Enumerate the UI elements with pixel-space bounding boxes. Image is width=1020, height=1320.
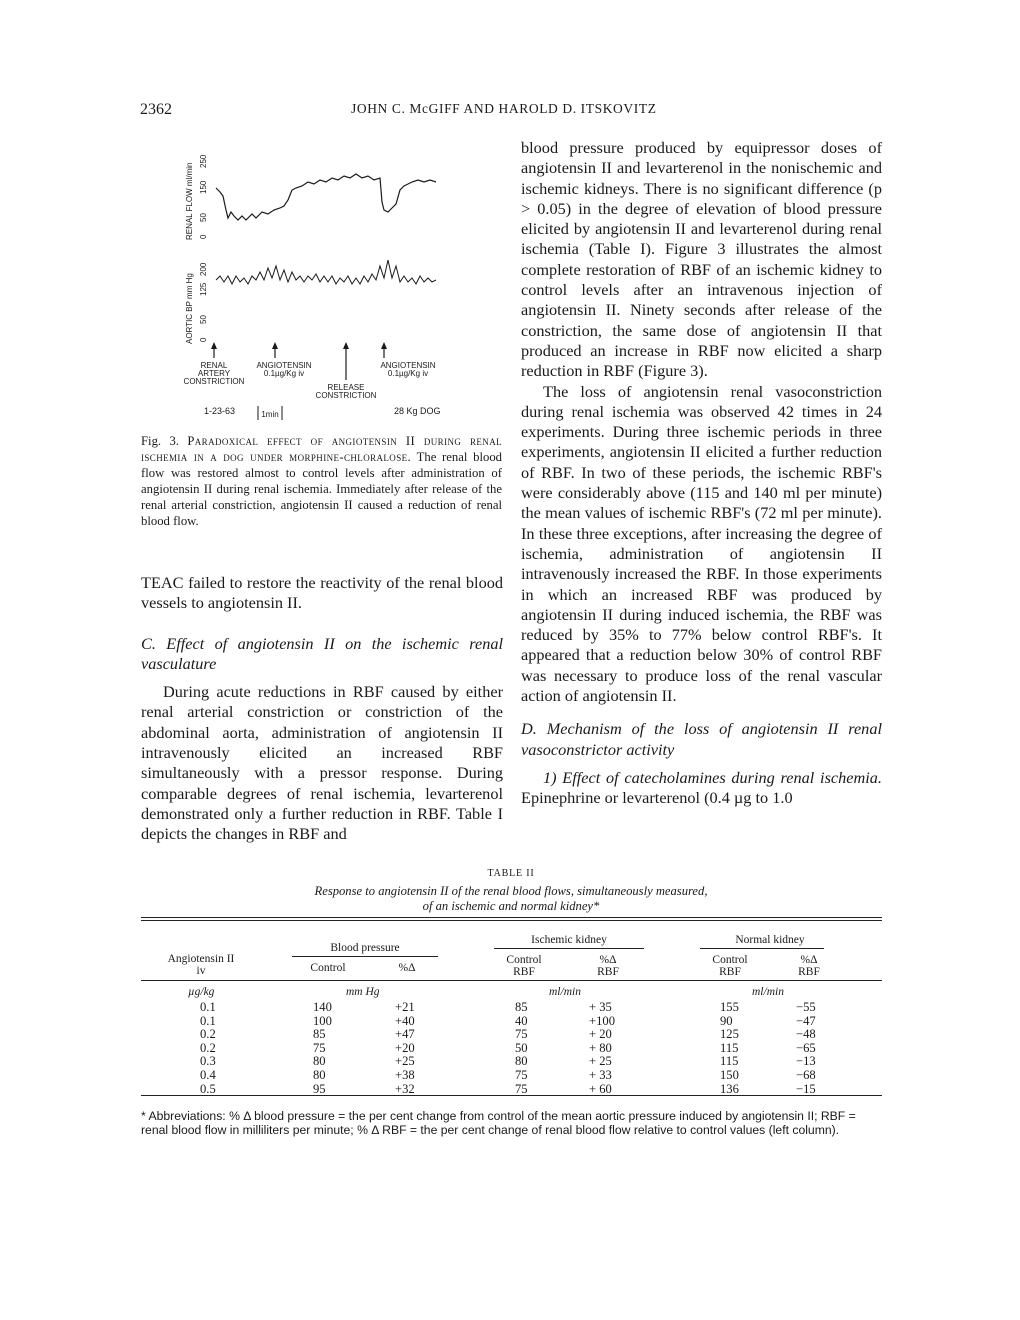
unit-norm: ml/min	[752, 986, 784, 998]
bp-tick: 125	[199, 282, 208, 296]
aortic-bp-axis-label: AORTIC BP mm Hg	[185, 273, 194, 344]
flow-tick: 150	[199, 180, 208, 194]
cell-norm-pct: −13	[796, 1054, 816, 1069]
cell-bp-pct: +40	[395, 1013, 415, 1028]
running-title: JOHN C. McGIFF AND HAROLD D. ITSKOVITZ	[351, 101, 657, 116]
cell-dose: 0.1	[200, 1000, 216, 1014]
col-isch-pct	[578, 954, 638, 978]
cell-bp-control: 80	[313, 1054, 326, 1069]
cell-bp-pct: +47	[395, 1027, 415, 1042]
table-rule-header	[141, 980, 882, 981]
group-blood-pressure: Blood pressure	[330, 942, 400, 954]
cell-bp-pct: +38	[395, 1068, 415, 1082]
cell-norm-control: 125	[720, 1027, 739, 1042]
col-angiotensin	[141, 953, 261, 977]
group-rule	[700, 948, 824, 949]
col-bp-control: Control	[310, 962, 346, 974]
cell-norm-control: 136	[720, 1081, 739, 1096]
col-isch-pct-line: RBF	[597, 966, 619, 978]
unit-dose: µg/kg	[188, 986, 215, 998]
cell-bp-pct: +25	[395, 1054, 415, 1069]
cell-norm-pct: −15	[796, 1081, 816, 1096]
event-arrow-head	[272, 342, 278, 349]
cell-bp-control: 140	[313, 1000, 332, 1014]
cell-isch-pct: +100	[589, 1013, 615, 1028]
page-number: 2362	[140, 101, 172, 118]
col-angiotensin-line: Angiotensin II	[167, 953, 235, 965]
bp-tick: 0	[199, 337, 208, 342]
group-ischemic-kidney: Ischemic kidney	[531, 934, 607, 946]
flow-tick: 50	[199, 213, 208, 222]
cell-bp-control: 80	[313, 1068, 326, 1082]
cell-norm-pct: −48	[796, 1027, 816, 1042]
cell-isch-control: 75	[515, 1027, 528, 1042]
time-scale-label: 1min	[261, 410, 279, 419]
col-isch-control-line: Control	[506, 954, 542, 966]
cell-norm-pct: −47	[796, 1013, 816, 1028]
figure-3	[176, 130, 476, 426]
table-rule-top-2	[141, 920, 882, 921]
event-arrow-head	[381, 342, 387, 349]
event-arrow-head	[211, 342, 217, 349]
cell-norm-control: 150	[720, 1068, 739, 1082]
section-heading-c: C. Effect of angiotensin II on the ischemic renal vasculature	[141, 633, 503, 673]
event-label-dose: 0.1µg/Kg iv	[387, 369, 429, 378]
paragraph: blood pressure produced by equipressor doses of angiotensin II and levarterenol in the nonischemic and ischemic kidneys. There is no significant difference (p > 0.05) in the degree of elevation of blood pressure elicited by angiotensin II and levarterenol during renal ischemia (Table I). Figure 3 illustrates the almost complete restoration of RBF of an ischemic kidney to control levels after an intravenous injection of angiotensin II. Ninety seconds after release of the constriction, the same dose of angiotensin II that produced an increase in RBF now elicited a sharp reduction in RBF (Figure 3).	[521, 138, 882, 381]
cell-bp-control: 75	[313, 1040, 326, 1055]
cell-bp-control: 95	[313, 1081, 326, 1096]
cell-bp-pct: +20	[395, 1040, 415, 1055]
col-norm-control-line: RBF	[719, 966, 741, 978]
cell-isch-control: 80	[515, 1054, 528, 1069]
col-norm-pct-line: %Δ	[800, 954, 818, 966]
col-isch-control-line: RBF	[513, 966, 535, 978]
cell-bp-control: 100	[313, 1013, 332, 1028]
renal-flow-trace	[216, 174, 436, 220]
cell-isch-pct: + 20	[589, 1027, 612, 1042]
paragraph: The loss of angiotensin renal vasoconstriction during renal ischemia was observed 42 times in 24 experiments. During three ischemic periods in three experiments, angiotensin II elicited a further reduction of RBF. In two of these periods, the ischemic RBF's were considerably above (115 and 140 ml per minute) the mean values of ischemic RBF's (72 ml per minute). In these three exceptions, after increasing the degree of ischemia, administration of angiotensin II intravenously increased the RBF. In those experiments in which an increased RBF was produced by angiotensin II during induced ischemia, the RBF was reduced by 35% to 77% below control RBF's. It appeared that a reduction below 30% of control RBF was necessary to produce loss of the renal vascular action of angiotensin II.	[521, 381, 882, 706]
unit-isch: ml/min	[549, 986, 581, 998]
bp-tick: 200	[199, 262, 208, 276]
caption-label: Fig. 3.	[141, 434, 179, 448]
event-label-constriction: CONSTRICTION	[183, 377, 245, 386]
event-label-angiotensin: ANGIOTENSIN	[380, 361, 436, 370]
cell-isch-pct: + 33	[589, 1068, 612, 1082]
col-bp-pct: %Δ	[398, 962, 416, 974]
cell-bp-control: 85	[313, 1027, 326, 1042]
figure-caption	[141, 433, 502, 529]
cell-dose: 0.5	[200, 1081, 216, 1096]
unit-bp: mm Hg	[346, 986, 380, 998]
table-subtitle	[140, 884, 882, 914]
caption-title: Paradoxical effect of angiotensin II during renal ischemia in a dog under morphine-chloralose.	[141, 434, 503, 464]
cell-bp-pct: +21	[395, 1000, 415, 1014]
table-rule-bottom	[141, 1095, 882, 1096]
col-norm-control	[700, 954, 760, 978]
col-isch-control	[494, 954, 554, 978]
cell-isch-pct: + 60	[589, 1081, 612, 1096]
cell-isch-pct: + 35	[589, 1000, 612, 1014]
cell-isch-control: 75	[515, 1081, 528, 1096]
cell-isch-control: 50	[515, 1040, 528, 1055]
flow-tick: 250	[199, 154, 208, 168]
col-angiotensin-line: iv	[196, 965, 206, 977]
cell-norm-control: 90	[720, 1013, 733, 1028]
cell-bp-pct: +32	[395, 1081, 415, 1096]
event-arrow-head	[343, 342, 349, 349]
group-normal-kidney: Normal kidney	[735, 934, 805, 946]
cell-isch-pct: + 25	[589, 1054, 612, 1069]
event-label-release-constriction: CONSTRICTION	[315, 391, 377, 400]
col-norm-pct-line: RBF	[798, 966, 820, 978]
cell-norm-control: 115	[720, 1054, 739, 1069]
paragraph: During acute reductions in RBF caused by either renal arterial constriction or constriction of the abdominal aorta, administration of angiotensin II intravenously elicited an increased RBF simultaneously with a pressor response. During comparable degrees of renal ischemia, levarterenol demonstrated only a further reduction in RBF. Table I depicts the changes in RBF and	[141, 682, 503, 844]
cell-isch-control: 75	[515, 1068, 528, 1082]
cell-dose: 0.1	[200, 1013, 216, 1028]
bp-tick: 50	[199, 315, 208, 324]
cell-dose: 0.3	[200, 1054, 216, 1069]
cell-norm-control: 155	[720, 1000, 739, 1014]
figure-subject: 28 Kg DOG	[394, 406, 441, 416]
table-subtitle-line: of an ischemic and normal kidney*	[422, 899, 600, 913]
caption-text: The renal blood flow was restored almost to control levels after administration of angiotensin II during renal ischemia. Immediately after release of the renal arterial constriction, angiotensin II caused a reduction of renal blood flow.	[141, 450, 503, 528]
table-rule-top	[141, 917, 882, 918]
col-norm-pct	[784, 954, 834, 978]
right-column	[521, 138, 882, 809]
col-norm-control-line: Control	[712, 954, 748, 966]
table-footnote: * Abbreviations: % Δ blood pressure = the per cent change from control of the mean aortic pressure induced by angiotensin II; RBF = renal blood flow in milliliters per minute; % Δ RBF = the per cent change of renal blood flow relative to control values (left column).	[141, 1109, 856, 1137]
table-title: TABLE II	[487, 868, 535, 879]
aortic-bp-trace	[216, 260, 436, 284]
section-heading-d: D. Mechanism of the loss of angiotensin II renal vasoconstrictor activity	[521, 719, 882, 759]
subsection-text: Epinephrine or levarterenol (0.4 µg to 1.0	[521, 788, 793, 808]
cell-norm-pct: −68	[796, 1068, 816, 1082]
table-subtitle-line: Response to angiotensin II of the renal blood flows, simultaneously measured,	[314, 884, 708, 898]
renal-flow-axis-label: RENAL FLOW ml/min	[185, 162, 194, 240]
cell-isch-control: 40	[515, 1013, 528, 1028]
group-rule	[292, 956, 438, 957]
cell-norm-pct: −55	[796, 1000, 816, 1014]
cell-isch-pct: + 80	[589, 1040, 612, 1055]
figure-date: 1-23-63	[204, 406, 236, 416]
group-rule	[494, 948, 644, 949]
paragraph	[521, 768, 882, 809]
left-column	[141, 573, 503, 845]
cell-dose: 0.4	[200, 1068, 216, 1082]
cell-isch-control: 85	[515, 1000, 528, 1014]
figure-3-trace	[176, 130, 476, 426]
event-label-release: RELEASE	[327, 383, 365, 392]
cell-dose: 0.2	[200, 1027, 216, 1042]
cell-norm-pct: −65	[796, 1040, 816, 1055]
event-label-renal: RENAL	[200, 361, 228, 370]
cell-norm-control: 115	[720, 1040, 739, 1055]
event-label-angiotensin: ANGIOTENSIN	[256, 361, 312, 370]
paragraph: TEAC failed to restore the reactivity of the renal blood vessels to angiotensin II.	[141, 573, 503, 613]
flow-tick: 0	[199, 234, 208, 239]
event-label-dose: 0.1µg/Kg iv	[263, 369, 305, 378]
cell-dose: 0.2	[200, 1040, 216, 1055]
event-label-artery: ARTERY	[197, 369, 231, 378]
col-isch-pct-line: %Δ	[599, 954, 617, 966]
subsection-label: 1) Effect of catecholamines during renal ischemia.	[543, 767, 882, 787]
